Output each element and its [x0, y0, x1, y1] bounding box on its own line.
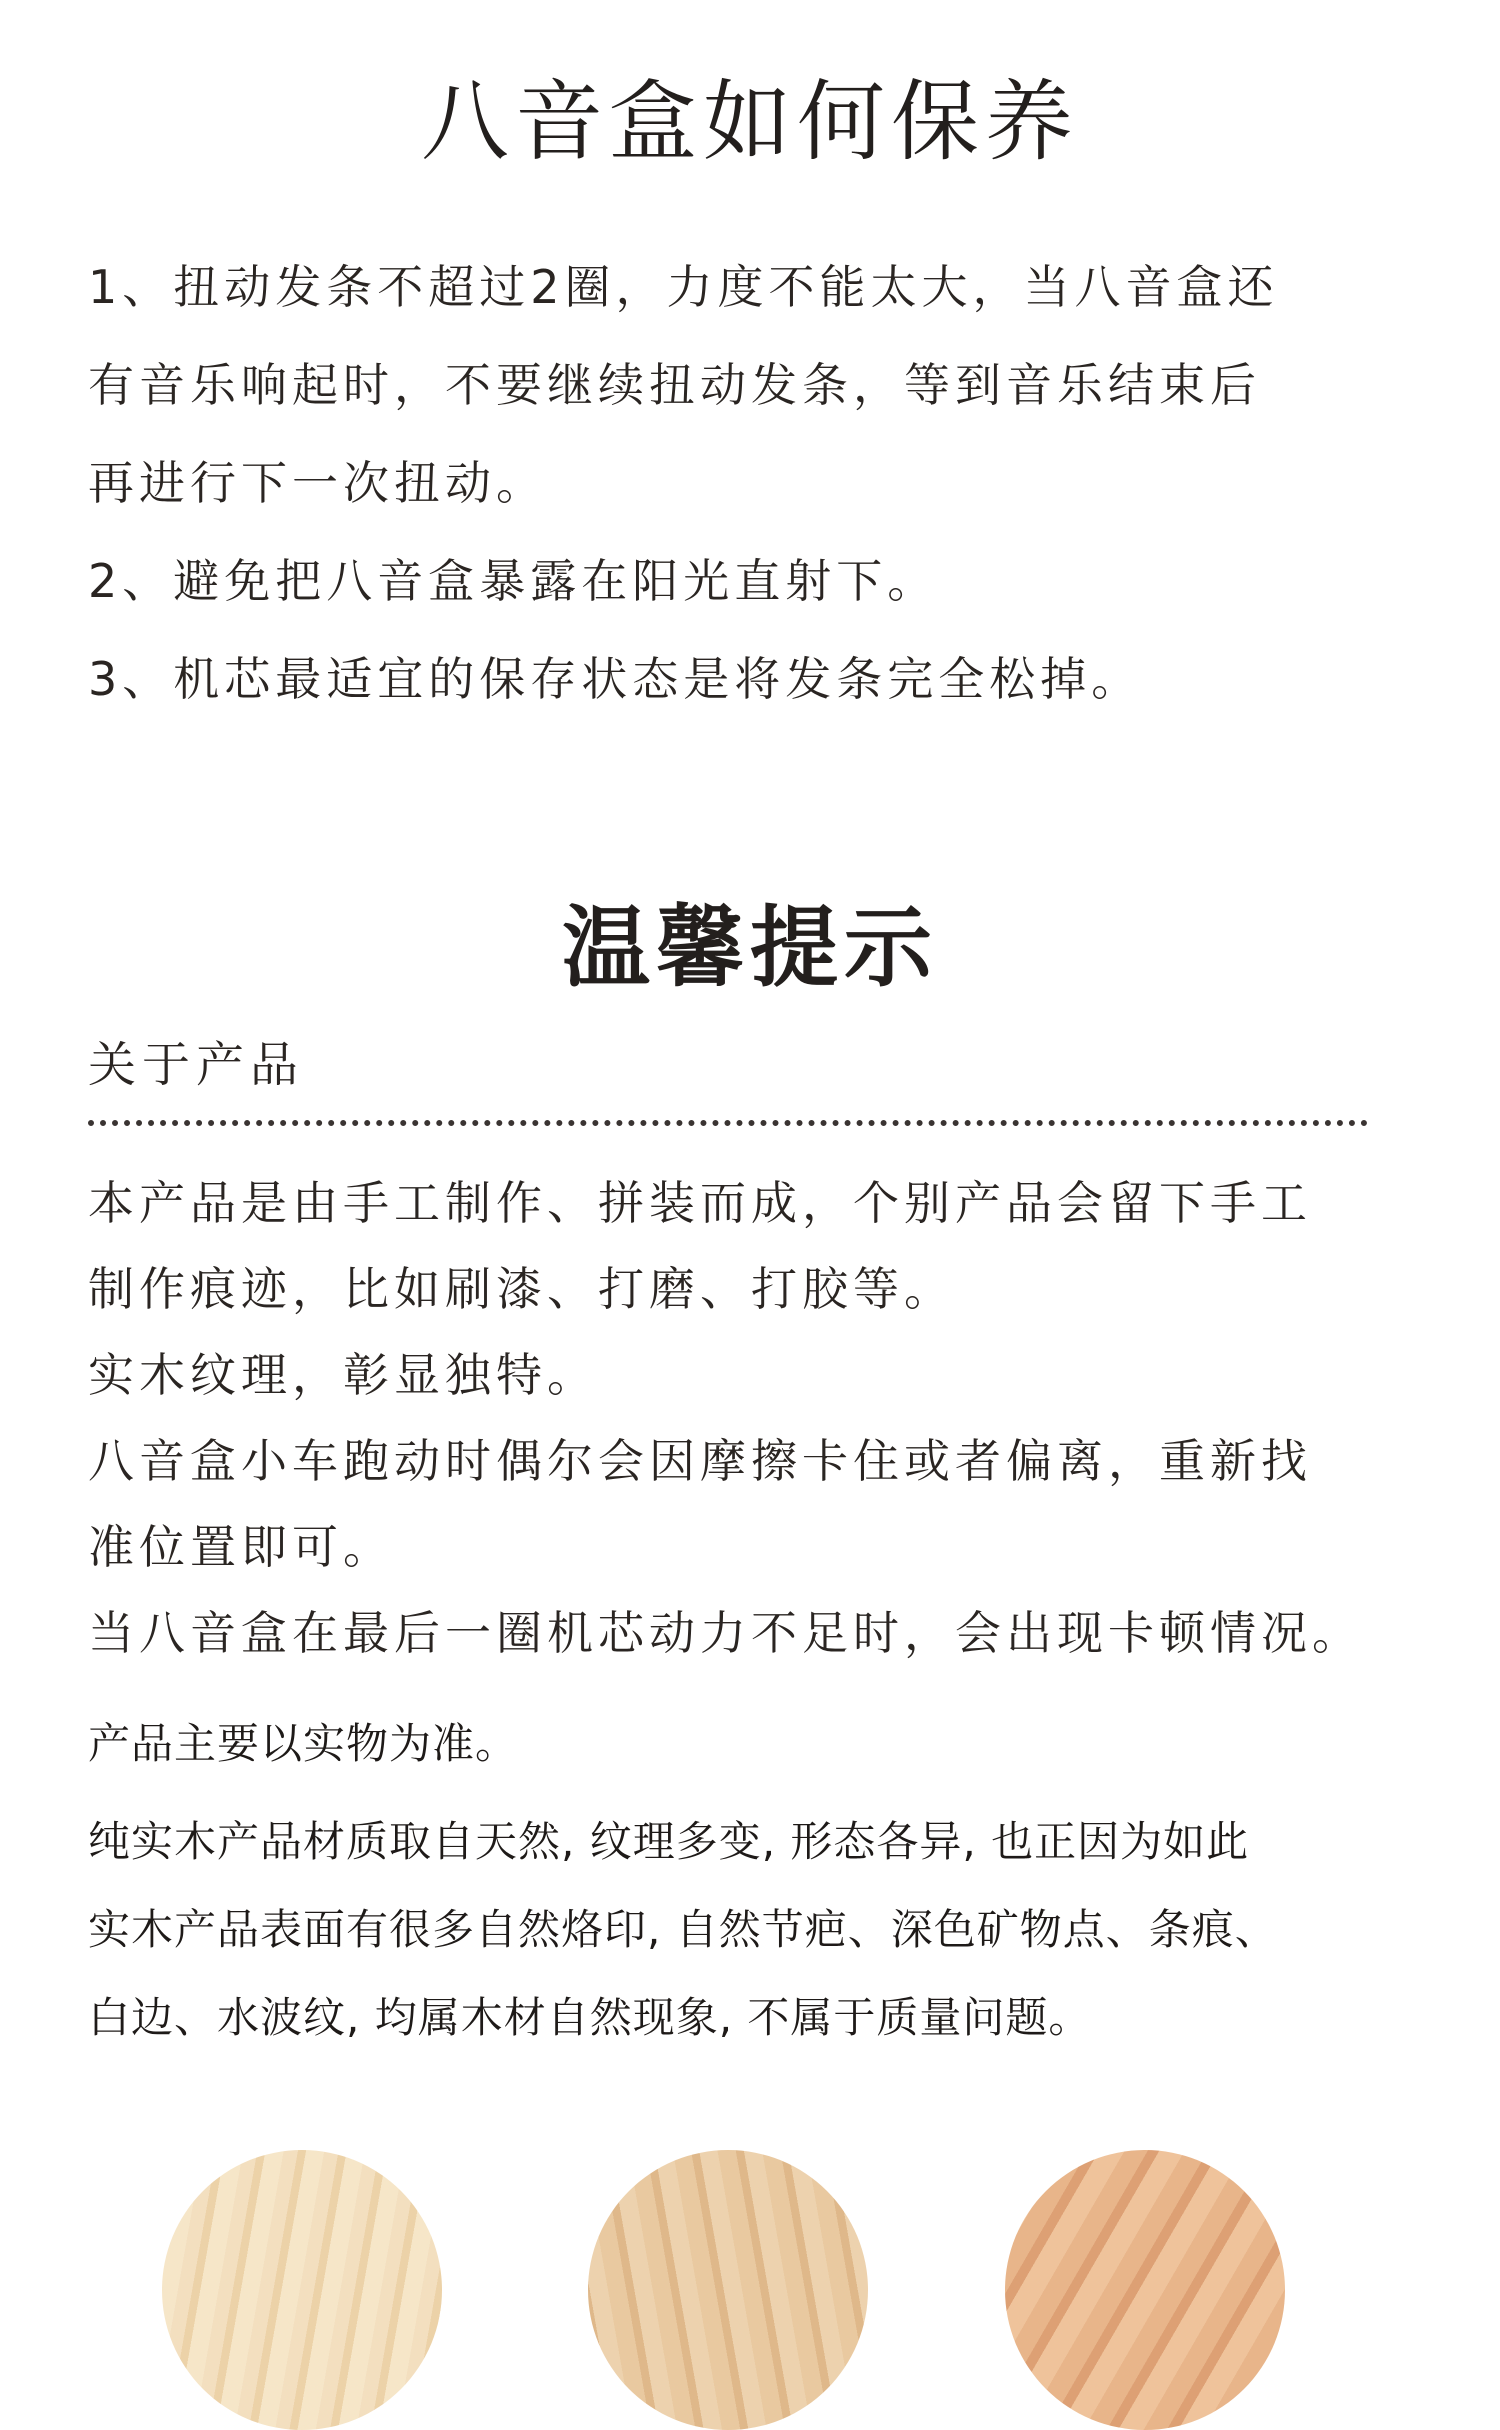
- note-line: 白边、水波纹, 均属木材自然现象, 不属于质量问题。: [88, 1993, 1092, 2042]
- product-tips: [88, 1160, 1478, 1676]
- care-instructions: [88, 238, 1408, 728]
- wood-swatch-light: [162, 2150, 442, 2430]
- tip-line: 制作痕迹，比如刷漆、打磨、打胶等。: [88, 1262, 955, 1316]
- care-line: 有音乐响起时，不要继续扭动发条，等到音乐结束后: [88, 358, 1261, 412]
- tip-line: 本产品是由手工制作、拼装而成，个别产品会留下手工: [88, 1176, 1312, 1230]
- tips-section-title: 温馨提示: [561, 896, 938, 999]
- care-line: 2、避免把八音盒暴露在阳光直射下。: [88, 554, 939, 608]
- note-line: 实木产品表面有很多自然烙印, 自然节疤、深色矿物点、条痕、: [88, 1905, 1278, 1954]
- care-line: 再进行下一次扭动。: [88, 456, 547, 510]
- wood-swatch-medium: [588, 2150, 868, 2430]
- care-line: 1、扭动发条不超过2圈，力度不能太大，当八音盒还: [88, 260, 1279, 314]
- tip-line: 当八音盒在最后一圈机芯动力不足时，会出现卡顿情况。: [88, 1606, 1363, 1660]
- tip-line: 实木纹理，彰显独特。: [88, 1348, 598, 1402]
- tip-line: 准位置即可。: [88, 1520, 394, 1574]
- wood-notes: [88, 1700, 1448, 2062]
- dotted-divider: [88, 1120, 1368, 1126]
- tip-line: 八音盒小车跑动时偶尔会因摩擦卡住或者偏离，重新找: [88, 1434, 1312, 1488]
- note-line: 纯实木产品材质取自天然, 纹理多变, 形态各异, 也正因为如此: [88, 1817, 1250, 1866]
- wood-swatch-reddish: [1005, 2150, 1285, 2430]
- about-product-heading: 关于产品: [88, 1037, 305, 1093]
- care-line: 3、机芯最适宜的保存状态是将发条完全松掉。: [88, 652, 1143, 706]
- note-line: 产品主要以实物为准。: [88, 1719, 519, 1768]
- care-section-title: 八音盒如何保养: [420, 70, 1079, 173]
